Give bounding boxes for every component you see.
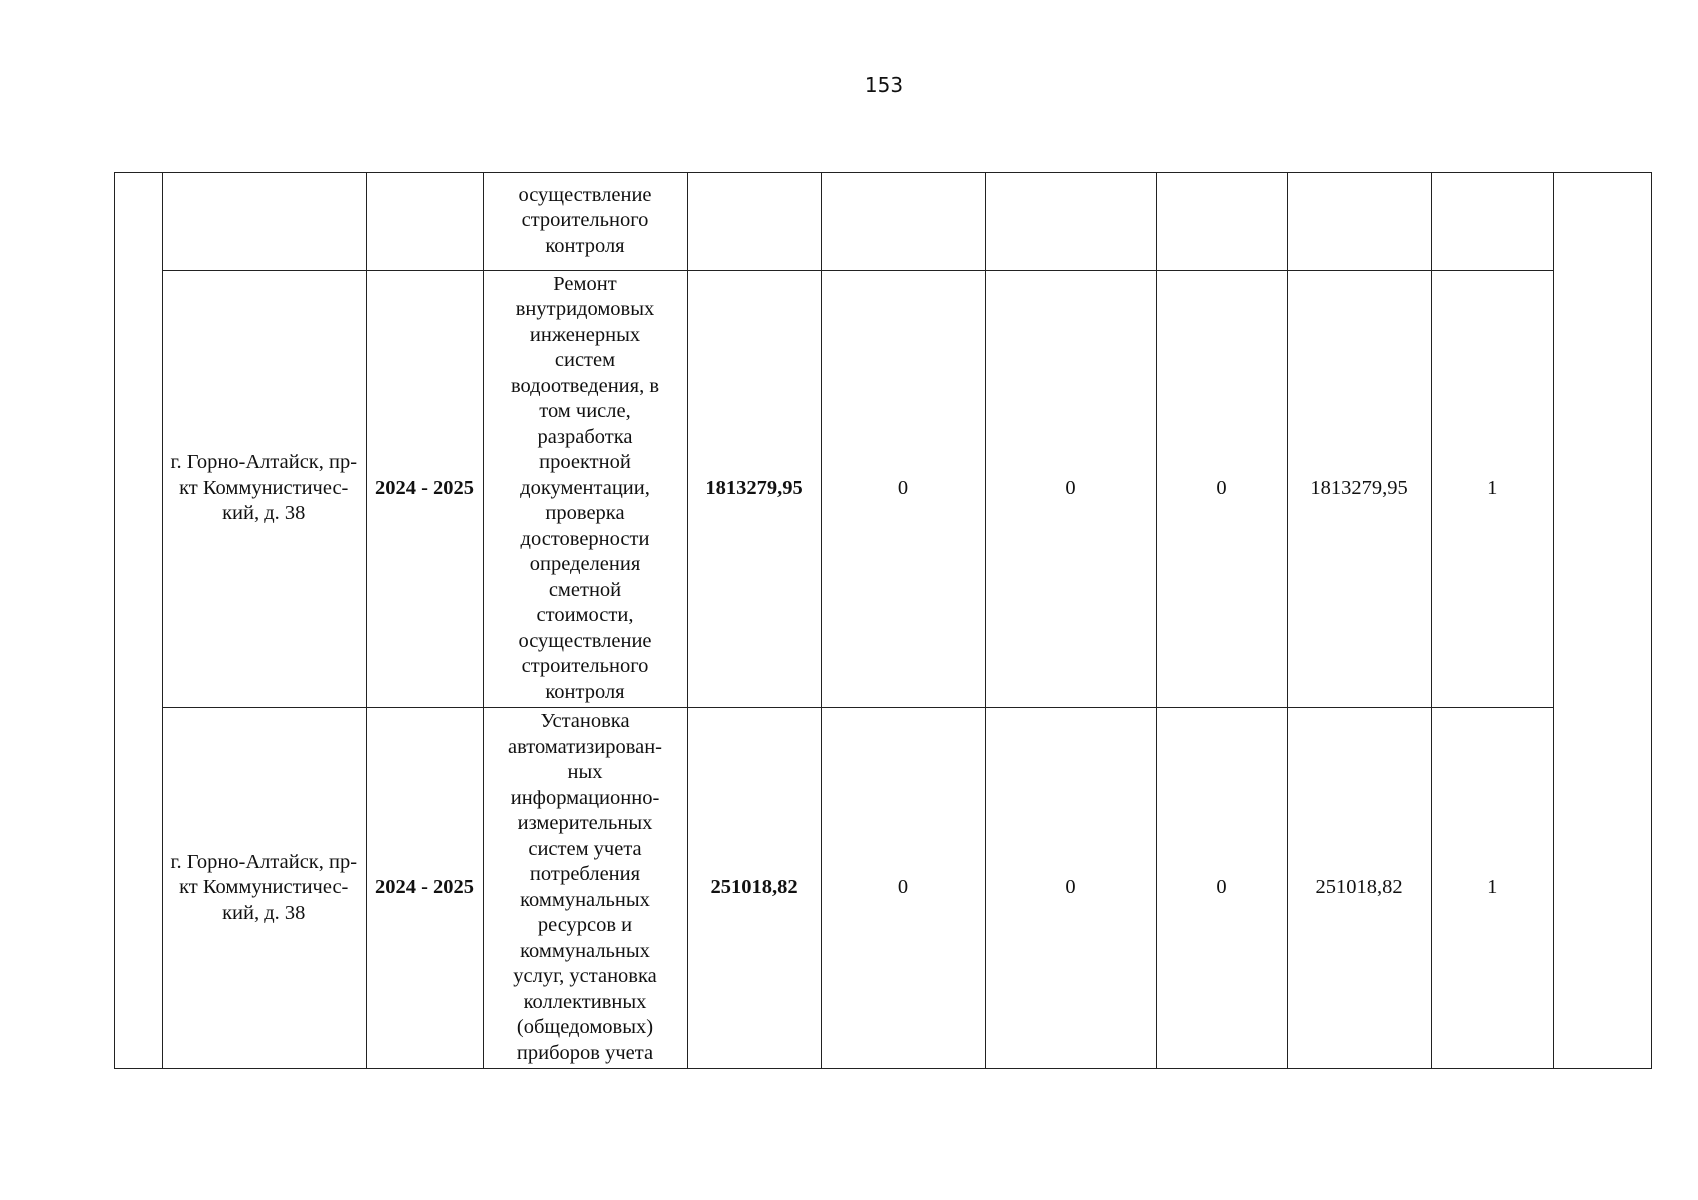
- work-type-cell: [483, 707, 687, 1068]
- work-line: сметной: [548, 578, 622, 601]
- work-line: инженерных: [529, 323, 641, 346]
- work-line: систем: [554, 349, 616, 372]
- work-line: достоверности: [520, 527, 650, 550]
- work-type-cell: [483, 270, 687, 707]
- work-line: осуществление: [518, 183, 652, 206]
- work-line: коммунальных: [520, 939, 650, 962]
- owners-funds-cell: [1287, 172, 1431, 270]
- years-cell: 2024 - 2025: [366, 270, 483, 707]
- fund-cell-2: 0: [985, 707, 1156, 1068]
- total-cost-cell: [687, 172, 821, 270]
- years-cell: 2024 - 2025: [366, 707, 483, 1068]
- total-cost-cell: 1813279,95: [687, 270, 821, 707]
- work-line: информационно-: [510, 786, 660, 809]
- fund-cell-1: [821, 172, 985, 270]
- owners-funds-cell: 251018,82: [1287, 707, 1431, 1068]
- work-line: проектной: [539, 451, 631, 474]
- years-cell: [366, 172, 483, 270]
- work-line: автоматизирован-: [507, 735, 663, 758]
- table-row: [162, 707, 1553, 1068]
- fund-cell-3: 0: [1156, 707, 1287, 1068]
- owners-funds-cell: 1813279,95: [1287, 270, 1431, 707]
- work-line: строительного: [521, 655, 649, 678]
- work-line: коммунальных: [520, 888, 650, 911]
- work-line: проверка: [545, 502, 625, 525]
- quantity-cell: 1: [1431, 707, 1553, 1068]
- work-line: Установка: [540, 710, 630, 733]
- work-line: потребления: [529, 863, 641, 886]
- work-line: услуг, установка: [513, 965, 657, 988]
- work-line: внутридомовых: [515, 298, 655, 321]
- fund-cell-1: 0: [821, 270, 985, 707]
- work-line: приборов учета: [516, 1041, 654, 1064]
- fund-cell-1: 0: [821, 707, 985, 1068]
- work-line: (общедомовых): [516, 1016, 654, 1039]
- table-row: [162, 270, 1553, 707]
- work-line: ресурсов и: [537, 914, 633, 937]
- address-cell: [162, 172, 366, 270]
- work-line: контроля: [545, 234, 625, 257]
- fund-cell-2: 0: [985, 270, 1156, 707]
- work-line: ных: [567, 761, 603, 784]
- work-line: строительного: [521, 209, 649, 231]
- work-line: документации,: [520, 476, 650, 499]
- work-line: коллективных: [523, 990, 647, 1013]
- work-line: том числе,: [539, 400, 631, 423]
- work-line: разработка: [537, 425, 633, 448]
- fund-cell-2: [985, 172, 1156, 270]
- table-row: [162, 172, 1553, 270]
- page-number: 153: [864, 73, 904, 97]
- right-column-divider: [1553, 172, 1554, 1069]
- total-cost-cell: 251018,82: [687, 707, 821, 1068]
- works-table: [114, 172, 1652, 1069]
- work-line: контроля: [545, 680, 625, 703]
- works-grid: [162, 172, 1553, 1068]
- work-line: измерительных: [517, 812, 653, 835]
- work-line: определения: [529, 553, 641, 576]
- work-line: водоотведения, в: [510, 374, 660, 397]
- work-line: стоимости,: [536, 604, 634, 627]
- address-cell: г. Горно-Алтайск, пр-кт Коммунистичес-кий, д. 38: [162, 270, 366, 707]
- work-type-cell: [483, 172, 687, 270]
- fund-cell-3: [1156, 172, 1287, 270]
- quantity-cell: [1431, 172, 1553, 270]
- fund-cell-3: 0: [1156, 270, 1287, 707]
- address-cell: г. Горно-Алтайск, пр-кт Коммунистичес-кий, д. 38: [162, 707, 366, 1068]
- work-line: систем учета: [528, 837, 642, 860]
- work-line: Ремонт: [553, 272, 617, 295]
- work-line: осуществление: [518, 629, 652, 652]
- quantity-cell: 1: [1431, 270, 1553, 707]
